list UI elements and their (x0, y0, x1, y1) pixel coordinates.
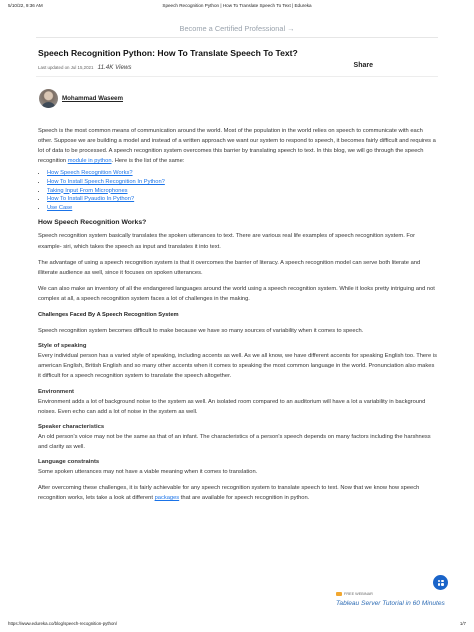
author-name-link[interactable]: Mohammad Waseem (62, 94, 123, 102)
paragraph: The advantage of using a speech recognition system is that it overcomes the barrier of literacy. A speech recognition model can serve both literate and illiterate audience as well, since it focuses on spoken utterances. (38, 259, 421, 276)
intro-paragraph: Speech is the most common means of communication around the world. Most of the population in the world relies on speech to communicate with each other. Suppose we are building a model and instead of a written approach we want our system to respond to speech, it becomes fairly difficult and requires a lot of data to be processed. A speech recognition system overcomes this barrier by translating speech to text. In this blog, we will go through the speech recognition module in python. Here is the list of the same: (38, 128, 436, 165)
toc-link[interactable]: Use Case (47, 204, 73, 211)
print-page-title: Speech Recognition Python | How To Translate Speech To Text | Edureka (162, 3, 312, 8)
paragraph: After overcoming these challenges, it is fairly achievable for any speech recognition system to translate speech to text. Now that we know how speech recognition works, lets take a look at different packages that are available for speech recognition in python. (38, 485, 420, 502)
last-updated: Last updated on Jul 15,2021 (38, 65, 94, 70)
packages-link[interactable]: packages (154, 495, 180, 502)
webinar-title[interactable]: Tableau Server Tutorial in 60 Minutes (336, 600, 445, 607)
certified-professional-link[interactable] (0, 24, 474, 33)
webinar-tag: FREE WEBINAR (336, 592, 445, 596)
toc-item (47, 178, 438, 187)
article-body (38, 126, 438, 510)
paragraph: Speech recognition system basically translates the spoken utterances to text. There are various real life examples of speech recognition system. For example- siri, which takes the speech as input and translates it into text. (38, 233, 416, 250)
author-block (39, 87, 123, 109)
toc-item (47, 195, 438, 204)
print-header (8, 3, 466, 13)
grid-menu-button[interactable] (433, 575, 448, 590)
toc-item (47, 169, 438, 178)
divider (36, 37, 438, 38)
subheading: Language constraints (38, 459, 100, 466)
grid-menu-icon (438, 580, 441, 583)
arrow-right-icon: → (287, 24, 295, 33)
divider (36, 76, 438, 77)
print-url: https://www.edureka.co/blog/speech-recognition-python/ (8, 621, 118, 626)
share-button[interactable]: Share (353, 62, 373, 69)
table-of-contents (47, 169, 438, 212)
paragraph: An old person's voice may not be the same as that of an infant. The characteristics of a person's speech depends on many factors including the harshness and clarity as well. (38, 433, 431, 451)
subheading: Style of speaking (38, 343, 87, 350)
webinar-icon (336, 592, 342, 596)
print-footer (8, 621, 466, 629)
webinar-promo[interactable] (336, 592, 445, 607)
print-datetime: 5/10/22, 9:36 AM (8, 3, 43, 8)
subheading: Environment (38, 388, 75, 395)
module-in-python-link[interactable]: module in python (67, 158, 112, 165)
article-meta (38, 64, 131, 71)
author-avatar (39, 89, 58, 108)
toc-link[interactable]: Taking Input From Microphones (47, 187, 128, 194)
toc-link[interactable]: How Speech Recognition Works? (47, 170, 133, 177)
paragraph: Every individual person has a varied style of speaking, including accents as well. As we all know, we have different accents for speaking English too. There is american English, British English and so many other accents when it comes to speaking the most common language in the world. Pronunciation also makes it difficult for a speech recognition system to translate the speech altogether. (38, 353, 437, 380)
certified-professional-label: Become a Certified Professional (179, 24, 286, 33)
subsection-heading: Challenges Faced By A Speech Recognition System (38, 312, 179, 318)
paragraph: We can also make an inventory of all the endangered languages around the world using a speech recognition system. While it looks pretty intriguing and not complex at all, a speech recognition system faces a lot of challenges in the making. (38, 285, 435, 302)
subheading: Speaker characteristics (38, 423, 105, 430)
toc-link[interactable]: How To Install Pyaudio In Python? (47, 196, 135, 203)
paragraph: Some spoken utterances may not have a viable meaning when it comes to translation. (38, 469, 258, 476)
toc-item (47, 187, 438, 196)
paragraph: Environment adds a lot of background noise to the system as well. An isolated room compared to an auditorium will have a lot a variability in background noises. Even echo can add a lot of noise in the system as well. (38, 398, 426, 415)
article-title: Speech Recognition Python: How To Translate Speech To Text? (38, 48, 298, 58)
toc-link[interactable]: How To Install Speech Recognition In Python? (47, 178, 165, 185)
view-count: 11.4K Views (97, 64, 132, 71)
section-heading: How Speech Recognition Works? (38, 219, 147, 227)
print-page-number: 1/7 (459, 621, 466, 626)
toc-item (47, 204, 438, 213)
paragraph: Speech recognition system becomes difficult to make because we have so many sources of variability when it comes to speech. (38, 328, 364, 335)
